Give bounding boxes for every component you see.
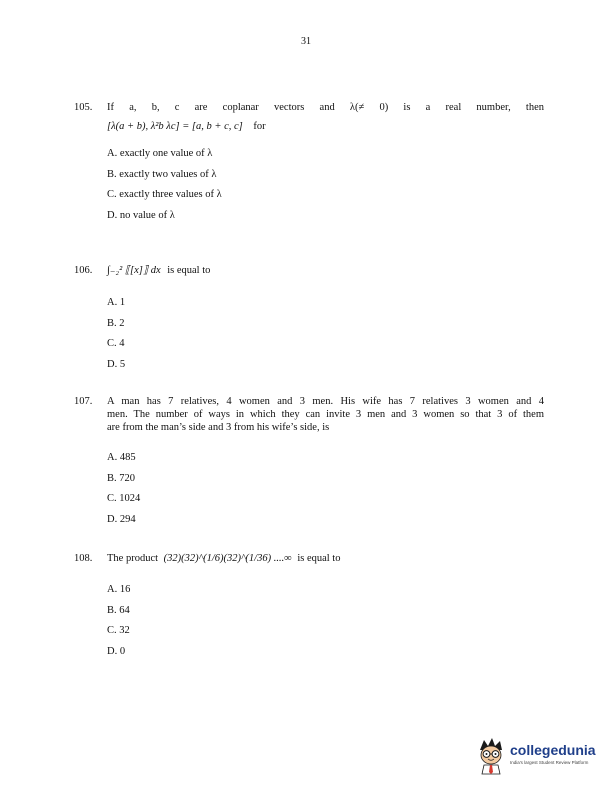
question-number: 107.	[74, 396, 93, 407]
option-a: A. 16	[107, 584, 131, 595]
question-text: If a, b, c are coplanar vectors and λ(≠ 0) is a real number, then	[107, 102, 544, 113]
option-c: C. 1024	[107, 493, 141, 504]
vector-expression: [λ(a + b), λ²b λc] = [a, b + c, c]	[107, 121, 243, 132]
page-number: 31	[301, 36, 311, 47]
question-text: is equal to	[167, 265, 211, 276]
option-b: B. 64	[107, 604, 130, 616]
question-text-suffix: for	[253, 121, 266, 132]
options-list	[107, 451, 544, 533]
option-b: B. 2	[107, 317, 125, 329]
options-list	[107, 147, 544, 229]
question-105	[74, 101, 544, 229]
student-mascot-icon	[476, 736, 508, 776]
logo-wordmark: collegedunia	[510, 742, 596, 758]
option-c: C. 32	[107, 625, 130, 636]
question-text-before: The product	[107, 553, 159, 564]
question-number: 108.	[74, 553, 93, 564]
option-a: A. 1	[107, 297, 126, 308]
question-107	[74, 395, 544, 533]
option-a: A. 485	[107, 452, 136, 463]
question-number: 105.	[74, 102, 93, 113]
option-c: C. exactly three values of λ	[107, 189, 222, 200]
question-text-line-1: A man has 7 relatives, 4 women and 3 men. His wife has 7 relatives 3 women and 4	[107, 396, 544, 407]
option-c: C. 4	[107, 338, 125, 349]
option-d: D. 294	[107, 513, 136, 525]
question-108	[74, 552, 544, 665]
collegedunia-logo	[476, 736, 606, 776]
question-number: 106.	[74, 265, 93, 276]
integral-expression: ∫₋₂² ⟦[x]⟧ dx	[107, 265, 161, 276]
question-text-line-2: men. The number of ways in which they can invite 3 men and 3 women so that 3 of them	[107, 409, 544, 420]
question-106	[74, 264, 544, 378]
option-a: A. exactly one value of λ	[107, 148, 213, 159]
option-d: D. no value of λ	[107, 209, 175, 221]
options-list	[107, 296, 544, 378]
option-d: D. 5	[107, 358, 126, 370]
question-text-after: is equal to	[297, 553, 341, 564]
option-b: B. exactly two values of λ	[107, 168, 217, 180]
options-list	[107, 583, 544, 665]
option-d: D. 0	[107, 645, 126, 657]
question-math-line	[107, 120, 544, 133]
option-b: B. 720	[107, 472, 136, 484]
product-expression: (32)(32)^(1/6)(32)^(1/36) ....∞	[163, 553, 292, 564]
question-text-line-3: are from the man’s side and 3 from his wife’s side, is	[107, 422, 330, 433]
logo-tagline: India's largest Student Review Platform	[510, 760, 589, 765]
